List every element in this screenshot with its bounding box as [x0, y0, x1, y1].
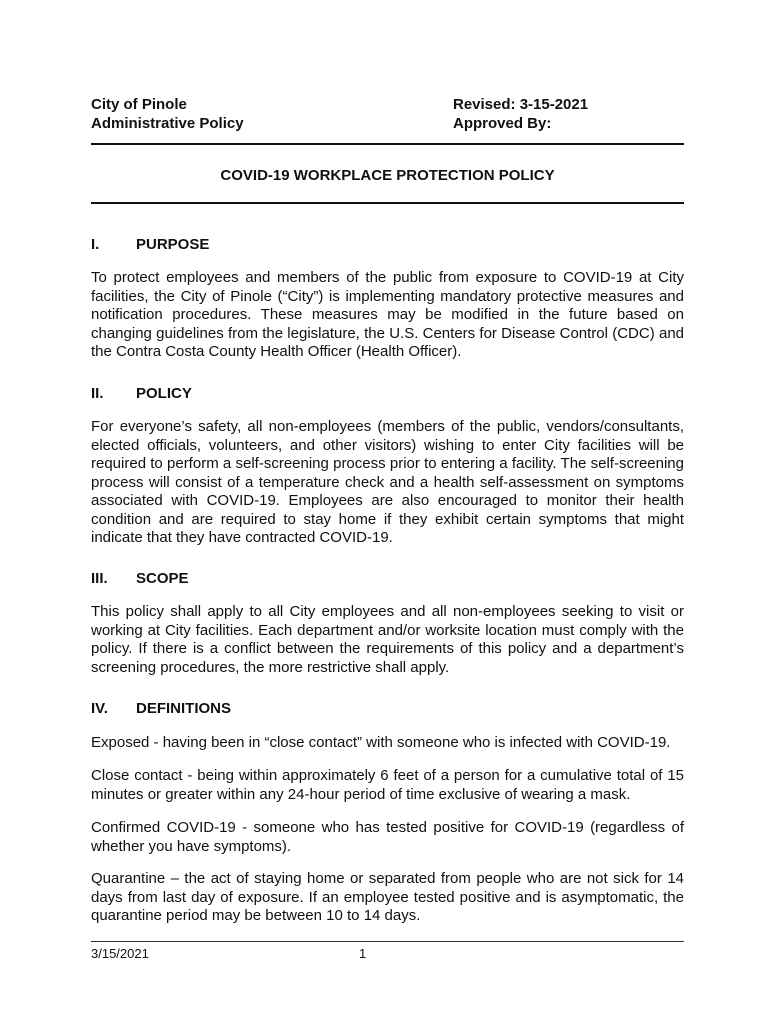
- definition-item: Close contact - being within approximately 6 feet of a person for a cumulative total of 15 minutes or greater within any 24-hour period of time exclusive of wearing a mask.: [91, 767, 684, 803]
- section-heading-purpose: [91, 236, 209, 253]
- section-number: III.: [91, 570, 108, 587]
- purpose-paragraph: To protect employees and members of the public from exposure to COVID-19 at City facilities, the City of Pinole (“City”) is implementing mandatory protective measures and notification procedures. These measures may be modified in the future based on changing guidelines from the legislature, the U.S. Centers for Disease Control (CDC) and the Contra Costa County Health Officer (Health Officer).: [91, 269, 684, 360]
- header-right: [453, 95, 588, 133]
- approved-by: Approved By:: [453, 115, 552, 132]
- header-divider: [91, 143, 684, 145]
- policy-paragraph: For everyone’s safety, all non-employees (members of the public, vendors/consultants, elected officials, volunteers, and other visitors) wishing to enter City facilities will be required to perform a self-screening process prior to entering a facility. The self-screening process will consist of a temperature check and a health self-assessment on symptoms associated with COVID-19. Employees are also encouraged to monitor their health condition and are required to stay home if they exhibit certain symptoms that might indicate that they have contracted COVID-19.: [91, 418, 684, 546]
- section-title: DEFINITIONS: [136, 700, 232, 717]
- revised-date: Revised: 3-15-2021: [453, 96, 589, 113]
- definition-item: Quarantine – the act of staying home or separated from people who are not sick for 14 days from last day of exposure. If an employee tested positive and is asymptomatic, the quarantine period may be between 10 to 14 days.: [91, 870, 684, 924]
- footer-date: 3/15/2021: [91, 946, 149, 961]
- section-number: II.: [91, 385, 104, 402]
- title-divider: [91, 202, 684, 204]
- page-number: 1: [359, 946, 367, 961]
- org-name: City of Pinole: [91, 96, 187, 113]
- definition-item: Exposed - having been in “close contact” with someone who is infected with COVID-19.: [91, 734, 671, 751]
- page-title: COVID-19 WORKPLACE PROTECTION POLICY: [220, 167, 555, 184]
- section-heading-scope: [91, 570, 189, 587]
- section-title: POLICY: [136, 385, 192, 402]
- section-heading-policy: [91, 385, 192, 402]
- section-title: PURPOSE: [136, 236, 210, 253]
- section-number: I.: [91, 236, 100, 253]
- section-number: IV.: [91, 700, 108, 717]
- scope-paragraph: This policy shall apply to all City employees and all non-employees seeking to visit or working at City facilities. Each department and/or worksite location must comply with the policy. If there is a conflict between the requirements of this policy and a department’s screening procedures, the more restrictive shall apply.: [91, 603, 684, 676]
- section-heading-definitions: [91, 700, 231, 717]
- header-left: [91, 95, 244, 133]
- footer-divider: [91, 941, 684, 942]
- document-page: [91, 0, 684, 1024]
- definition-item: Confirmed COVID-19 - someone who has tested positive for COVID-19 (regardless of whether you have symptoms).: [91, 819, 684, 855]
- doc-type: Administrative Policy: [91, 115, 244, 132]
- section-title: SCOPE: [136, 570, 189, 587]
